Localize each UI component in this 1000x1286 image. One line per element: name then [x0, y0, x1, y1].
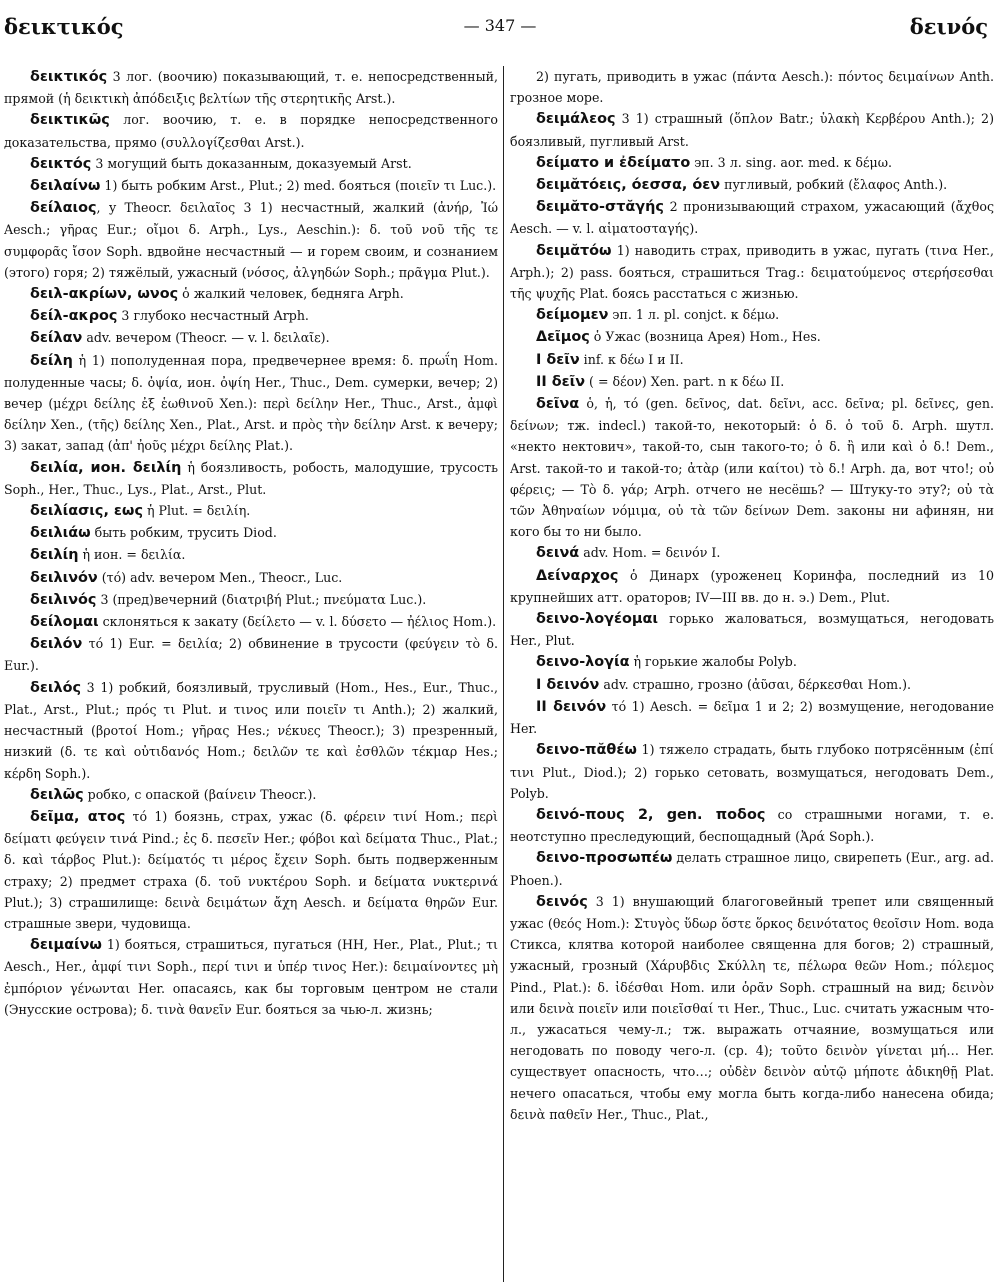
dictionary-entry — [4, 806, 498, 934]
dictionary-entry — [510, 66, 994, 108]
entry-definition: эп. 3 л. sing. aor. med. к δέμω. — [690, 154, 893, 170]
entry-headword: δειλῶς — [30, 786, 84, 803]
dictionary-entry — [510, 240, 994, 305]
dictionary-entry — [510, 565, 994, 608]
entry-headword: δειμᾰτο-στᾰγής — [536, 199, 664, 216]
entry-headword: δειλιάω — [30, 525, 91, 542]
dictionary-entry — [510, 608, 994, 651]
page-number: — 347 — — [463, 16, 537, 35]
entry-headword: δειλός — [30, 679, 82, 696]
entry-definition: 1) быть робким Arst., Plut.; 2) med. бояться (ποιεῖν τι Luc.). — [100, 178, 497, 194]
entry-headword: δεινός — [536, 893, 588, 910]
entry-headword: δειλαίνω — [30, 178, 101, 195]
dictionary-entry — [4, 66, 498, 109]
entry-headword: δείματο и ἐδείματο — [536, 154, 691, 171]
entry-headword: Δεῖμος — [536, 329, 590, 346]
entry-definition: (τό) adv. вечером Men., Theocr., Luc. — [97, 569, 343, 585]
page-header — [0, 8, 1000, 48]
entry-headword: δεινο-λογέομαι — [536, 611, 658, 628]
entry-definition: τό 1) Eur. = δειλία; 2) обвинение в трусости (φεύγειν τὸ δ. Eur.). — [4, 636, 498, 674]
entry-definition: 1) наводить страх, приводить в ужас, пугать (τινα Her., Arph.); 2) pass. бояться, страшиться Trag.: δειματούμενος στερήσεσθαι τῆς ψυχῆς Plat. боясь расстаться с жизнью. — [510, 242, 994, 302]
entry-headword: δείλ-ακρος — [30, 308, 118, 325]
entry-definition: 3 глубоко несчастный Arph. — [117, 308, 309, 324]
entry-headword: δειλινόν — [30, 569, 98, 586]
dictionary-entry — [4, 283, 498, 305]
dictionary-entry — [4, 305, 498, 327]
entry-headword: δείμομεν — [536, 307, 609, 324]
entry-headword: I δεῖν — [536, 351, 580, 368]
entry-definition: 3 1) робкий, боязливый, трусливый (Hom., Hes., Eur., Thuc., Plat., Arst., Plut.; πρός τι Plut. и τινος или ποιεῖν τι Anth.); 2) жалкий, несчастный (βροτοί Hom.; γῆρας Hes.; νέκυες Theocr.); 3) презренный, низкий (δ. τε καὶ οὐτιδανός Hom.; δειλῶν τε καὶ ἐσθλῶν τέκμαρ Hes.; κέρδη Soph.). — [4, 679, 498, 781]
entry-definition: лог. воочию, т. е. в порядке непосредственного доказательства, прямо (συλλογίζεσθαι Arst.). — [4, 112, 498, 150]
entry-definition: пугливый, робкий (ἔλαφος Anth.). — [720, 177, 948, 193]
entry-headword: δείλαν — [30, 330, 83, 347]
dictionary-entry — [4, 327, 498, 349]
dictionary-entry — [510, 804, 994, 847]
dictionary-entry — [510, 542, 994, 564]
entry-definition: эп. 1 л. pl. conjct. к δέμω. — [608, 307, 780, 323]
dictionary-entry — [4, 457, 498, 500]
entry-definition: τό 1) Aesch. = δεῖμα 1 и 2; 2) возмущение, негодование Her. — [510, 698, 994, 737]
entry-headword: δείλαιος — [30, 200, 97, 217]
dictionary-entry — [4, 934, 498, 1020]
dictionary-entry — [510, 696, 994, 739]
dictionary-entry — [510, 326, 994, 348]
dictionary-entry — [4, 197, 498, 283]
header-right-word: δεινός — [909, 14, 988, 39]
dictionary-entry — [510, 174, 994, 196]
entry-definition: робко, с опаской (βαίνειν Theocr.). — [83, 786, 317, 802]
entry-headword: δεινο-πᾰθέω — [536, 742, 637, 759]
entry-definition: 3 1) страшный (ὅπλον Batr.; ὑλακὴ Κερβέρου Anth.); 2) боязливый, пугливый Arst. — [510, 111, 994, 149]
entry-headword: δεικτικός — [30, 69, 108, 85]
entry-headword: δεινο-λογία — [536, 654, 630, 671]
entry-headword: δειλίη — [30, 547, 79, 564]
dictionary-entry — [4, 589, 498, 611]
dictionary-entry — [510, 304, 994, 326]
entry-headword: δειλ-ακρίων, ωνος — [30, 286, 179, 303]
entry-definition: 1) тяжело страдать, быть глубоко потрясённым (ἐπί τινι Plut., Diod.); 2) горько сетовать, возмущаться, негодовать Dem., Polyb. — [510, 742, 994, 801]
entry-definition: ἡ боязливость, робость, малодушие, трусость Soph., Her., Thuc., Lys., Plat., Arst., Plut. — [4, 459, 498, 497]
entry-definition: 3 могущий быть доказанным, доказуемый Arst. — [91, 155, 412, 171]
entry-definition: ἡ ион. = δειλία. — [78, 547, 186, 563]
entry-definition: быть робким, трусить Diod. — [90, 525, 277, 541]
dictionary-entry — [4, 500, 498, 522]
entry-headword: δεῖνα — [536, 396, 580, 413]
column-divider — [503, 66, 504, 1282]
entry-headword: δείλη — [30, 352, 73, 369]
dictionary-entry — [510, 108, 994, 151]
entry-headword: δεικτικῶς — [30, 112, 110, 129]
entry-definition: ὁ Ужас (возница Арея) Hom., Hes. — [589, 329, 821, 345]
entry-headword: Δείναρχος — [536, 567, 619, 584]
dictionary-entry — [4, 109, 498, 152]
entry-definition: adv. вечером (Theocr. — v. l. δειλαῖε). — [82, 330, 330, 346]
dictionary-entry — [510, 349, 994, 371]
entry-definition: 1) бояться, страшиться, пугаться (HH, Her., Plat., Plut.; τι Aesch., Her., ἀμφί τινι Soph., περί τινι и ὑπέρ τινος Her.): δειμαίνοντες μὴ ἐμπόριον γένωνται Her. опасаясь, как бы торговым центром не стали (Энусские острова); δ. τινὰ θανεῖν Eur. бояться за чью-л. жизнь; — [4, 937, 498, 1017]
dictionary-entry — [510, 651, 994, 673]
entry-definition: горько жаловаться, возмущаться, негодовать Her., Plut. — [510, 611, 994, 649]
entry-headword: δείλομαι — [30, 614, 99, 631]
entry-definition: ἡ 1) пополуденная пора, предвечернее время: δ. πρωΐη Hom. полуденные часы; δ. ὀψία, ион. ὀψίη Her., Thuc., Dem. сумерки, вечер; 2) вечер (μέχρι δείλης ἐξ ἑωθινοῦ Xen.): περὶ δείλην Her., Thuc., Arst., ἀμφὶ δείλην Xen., (τῆς) δείλης Xen., Plat., Arst. и πρὸς τὴν δείλην Arst. к вечеру; 3) закат, запад (ἀπ' ἠοῦς μέχρι δείλης Plat.). — [4, 352, 498, 454]
entry-headword: δειλίασις, εως — [30, 503, 143, 520]
entry-definition: 2) пугать, приводить в ужас (πάντα Aesch.): πόντος δειμαίνων Anth. грозное море. — [510, 69, 994, 106]
entry-definition: 3 (пред)вечерний (διατριβή Plut.; πνεύματα Luc.). — [96, 591, 427, 607]
dictionary-entry — [510, 891, 994, 1125]
entry-definition: ἡ горькие жалобы Polyb. — [629, 654, 797, 670]
header-left-word: δεικτικός — [4, 14, 124, 39]
entry-definition: ὁ жалкий человек, бедняга Arph. — [178, 286, 404, 302]
dictionary-entry — [510, 847, 994, 890]
entry-headword: δεινο-προσωπέω — [536, 850, 673, 867]
dictionary-entry — [4, 522, 498, 544]
entry-headword: δειμᾰτόεις, όεσσα, όεν — [536, 177, 721, 194]
entry-headword: δεῖμα, ατος — [30, 808, 126, 825]
entry-definition: 3 лог. (воочию) показывающий, т. е. непосредственный, прямой (ἡ δεικτικὴ ἀπόδειξις βελτίων τῆς στερητικῆς Arst.). — [4, 69, 498, 107]
entry-definition: склоняться к закату (δείλετο — v. l. δύσετο — ἠέλιος Hom.). — [98, 614, 497, 630]
entry-definition: inf. к δέω I и II. — [579, 351, 684, 367]
right-column — [510, 66, 994, 1282]
entry-headword: δεικτός — [30, 155, 92, 172]
dictionary-entry — [4, 153, 498, 175]
entry-definition: τό 1) боязнь, страх, ужас (δ. φέρειν τινί Hom.; περὶ δείματι φεύγειν τινά Pind.; ἐς δ. πεσεῖν Her.; φόβοι καὶ δείματα Thuc., Plat.; δ. καὶ τάρβος Plut.): δείματός τι μέρος ἔχειν Soph. быть подверженным страху; 2) предмет страха (δ. τοῦ νυκτέρου Soph. и δείματα νυκτερινά Plut.); 3) страшилище: δεινὰ δειμάτων ἄχη Aesch. и δείματα θηρῶν Eur. страшные звери, чудовища. — [4, 808, 498, 931]
entry-headword: II δεινόν — [536, 698, 607, 715]
dictionary-entry — [510, 739, 994, 804]
entry-definition: ὁ, ἡ, τό (gen. δεῖνος, dat. δεῖνι, acc. δεῖνα; pl. δεῖνες, gen. δείνων; тж. indecl.) такой-то, некоторый: ὁ δ. ὁ τοῦ δ. Arph. шутл. «некто нектович», такой-то, сын такого-то; ὁ δ. ἢ или καὶ ὁ δ.! Dem., Arst. такой-то и такой-то; ἀτὰρ (или καίτοι) τὸ δ.! Arph. да, вот что!; οὐ φέρεις; — Τὸ δ. γάρ; Arph. отчего не несёшь? — Штуку-то эту?; οὐ τὰ τῶν Ἀθηναίων νόμιμα, οὐ τὰ τῶν δείνων Dem. законы ни афинян, ни кого бы то ни было. — [510, 396, 994, 540]
entry-headword: I δεινόν — [536, 676, 600, 693]
dictionary-entry — [510, 393, 994, 542]
entry-definition: 3 1) внушающий благоговейный трепет или священный ужас (θεός Hom.): Στυγὸς ὕδωρ ὅστε ὅρκος δεινότατος θεοῖσιν Hom. вода Стикса, клятва которой наиболее священна для богов; 2) страшный, ужасный, грозный (Χάρυβδις Σκύλλη τε, πέλωρα θεῶν Hom.; πόλεμος Pind., Plat.): δ. ἰδέσθαι Hom. или ὁρᾶν Soph. страшный на вид; δεινὸν или δεινὰ ποιεῖν или ποιεῖσθαί τι Her., Thuc., Luc. считать ужасным что-л., ужасаться чему-л.; тж. выражать отчаяние, возмущаться или негодовать по поводу чего-л. (ср. 4); τοῦτο δεινὸν γίνεται μή… Her. существует опасность, что…; οὐδὲν δεινὸν αὐτῷ μήποτε ἀδικηθῇ Plat. нечего опасаться, чтобы ему могла быть когда-либо нанесена обида; δεινὰ παθεῖν Her., Thuc., Plat., — [510, 893, 994, 1122]
entry-definition: ἡ Plut. = δειλίη. — [142, 503, 251, 519]
entry-headword: δειμᾰτόω — [536, 242, 612, 259]
entry-definition: adv. Hom. = δεινόν I. — [579, 545, 721, 561]
entry-headword: δειλία, ион. δειλίη — [30, 459, 182, 476]
dictionary-entry — [4, 175, 498, 197]
entry-headword: δειμαίνω — [30, 937, 102, 954]
entry-headword: II δεῖν — [536, 373, 586, 390]
entry-definition: ὁ Динарх (уроженец Коринфа, последний из 10 крупнейших атт. ораторов; IV—III вв. до н. э.) Dem., Plut. — [510, 567, 994, 605]
entry-definition: 2 пронизывающий страхом, ужасающий (ἄχθος Aesch. — v. l. αἱματοσταγής). — [510, 199, 994, 237]
entry-headword: δεινά — [536, 545, 580, 562]
dictionary-entry — [510, 371, 994, 393]
entry-definition: , у Theocr. δειλαῖος 3 1) несчастный, жалкий (ἀνήρ, Ἰώ Aesch.; γῆρας Eur.; οἴμοι δ. Arph., Lys., Aeschin.): δ. τοῦ νοῦ τῆς τε συμφορᾶς ἴσον Soph. вдвойне несчастный — и горем своим, и сознанием (этого) горя; 2) тяжёлый, ужасный (νόσος, ἀλγηδών Soph.; πρᾶγμα Plut.). — [4, 200, 498, 280]
entry-definition: делать страшное лицо, свирепеть (Eur., arg. ad. Phoen.). — [510, 850, 994, 888]
dictionary-entry — [510, 196, 994, 239]
entry-headword: δειλινός — [30, 591, 97, 608]
dictionary-entry — [4, 350, 498, 457]
dictionary-entry — [510, 674, 994, 696]
left-column — [4, 66, 498, 1282]
dictionary-entry — [4, 633, 498, 676]
entry-definition: со страшными ногами, т. е. неотступно преследующий, беспощадный (Ἀρά Soph.). — [510, 806, 994, 845]
dictionary-entry — [4, 677, 498, 784]
dictionary-entry — [4, 784, 498, 806]
entry-definition: ( = δέον) Xen. part. n к δέω II. — [585, 373, 785, 389]
entry-definition: adv. страшно, грозно (ἀῦσαι, δέρκεσθαι Hom.). — [599, 676, 912, 692]
entry-headword: δειλόν — [30, 636, 83, 653]
dictionary-entry — [4, 567, 498, 589]
dictionary-entry — [4, 611, 498, 633]
dictionary-entry — [510, 152, 994, 174]
dictionary-entry — [4, 544, 498, 566]
entry-headword: δεινό-πους 2, gen. ποδος — [536, 806, 766, 823]
entry-headword: δειμάλεος — [536, 111, 616, 128]
